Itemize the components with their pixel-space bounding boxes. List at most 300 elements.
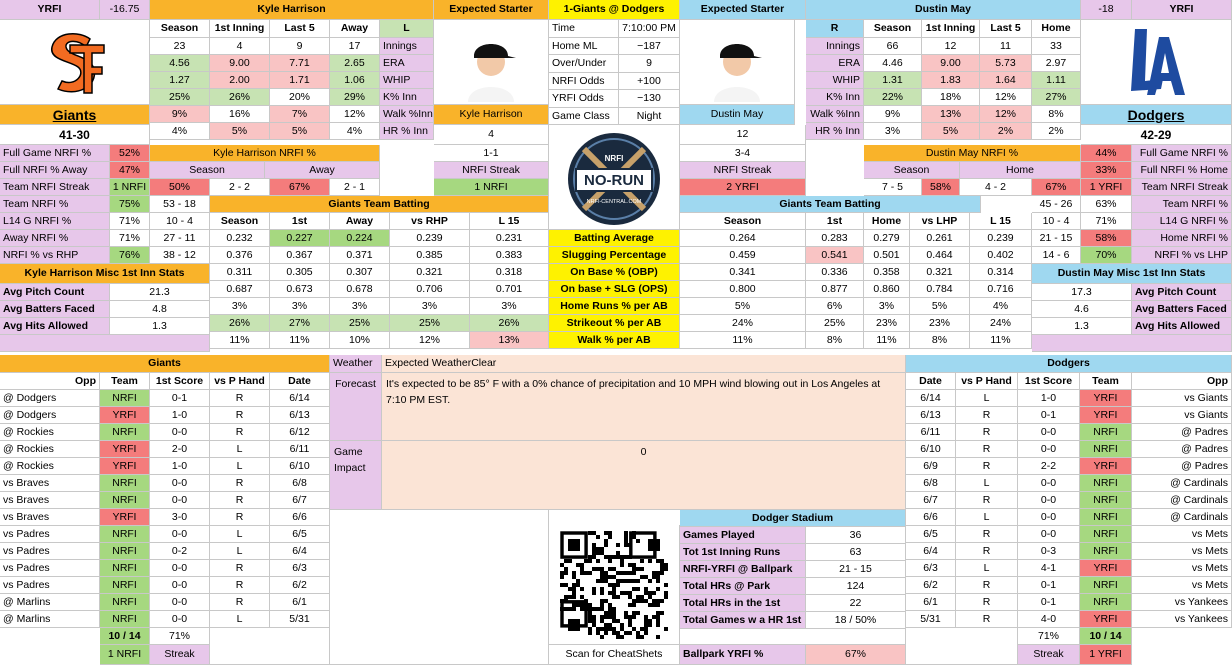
sf-game-result: NRFI — [100, 543, 150, 560]
sf-team-stat-label: Team NRFI Streak — [0, 179, 110, 196]
batting-row-label: On base + SLG (OPS) — [549, 281, 680, 298]
sf-game-cell: 0-0 — [150, 594, 210, 611]
sf-game-cell: 6/6 — [270, 509, 330, 526]
la-game-cell: 6/14 — [906, 390, 956, 407]
sf-game-cell: L — [210, 543, 270, 560]
la-pitch-cell: 5% — [922, 123, 980, 140]
sf-games-header: vs P Hand — [210, 373, 270, 390]
sf-game-cell: 6/3 — [270, 560, 330, 577]
la-batting-cell: 0.261 — [910, 230, 970, 247]
sf-game-cell: 2-0 — [150, 441, 210, 458]
sf-game-cell: @ Dodgers — [0, 390, 100, 407]
stadium-value: 36 — [806, 527, 906, 544]
sf-batting-cell: 0.239 — [390, 230, 470, 247]
sf-batting-cell: 25% — [390, 315, 470, 332]
la-batting-cell: 23% — [864, 315, 910, 332]
sf-game-cell: vs Padres — [0, 526, 100, 543]
sf-game-cell: vs Padres — [0, 543, 100, 560]
sf-pitch-header: Season — [150, 20, 210, 38]
la-record: 42-29 — [1081, 125, 1232, 145]
la-misc-value: 1.3 — [1032, 318, 1132, 335]
la-pitch-row-label: WHIP — [806, 72, 864, 89]
sf-pitch-row-label: Innings — [380, 38, 434, 55]
sf-misc-label: Avg Pitch Count — [0, 284, 110, 301]
sf-team-name: Giants — [0, 105, 150, 125]
la-game-cell: 6/3 — [906, 560, 956, 577]
sf-batting-cell: 0.385 — [390, 247, 470, 264]
qr-code-area — [549, 525, 680, 645]
sf-game-cell: 3-0 — [150, 509, 210, 526]
la-batting-cell: 4% — [970, 298, 1032, 315]
la-game-cell: @ Cardinals — [1132, 509, 1232, 526]
sf-misc-value: 21.3 — [110, 284, 210, 301]
la-batting-cell: 0.341 — [680, 264, 806, 281]
la-batting-cell: 0.358 — [864, 264, 910, 281]
la-pitch-cell: 12% — [980, 89, 1032, 106]
qr-code — [560, 531, 668, 639]
la-game-result: NRFI — [1080, 492, 1132, 509]
sf-team-stat-label: Away NRFI % — [0, 230, 110, 247]
la-pitcher-photo-svg — [702, 22, 772, 102]
sf-batting-cell: 0.231 — [470, 230, 549, 247]
la-game-cell: @ Padres — [1132, 441, 1232, 458]
la-games-total-rec: 10 / 14 — [1080, 628, 1132, 645]
la-pitch-cell: 9.00 — [922, 55, 980, 72]
sf-nrfi-season-rec: 2 - 2 — [210, 179, 270, 196]
sf-pitcher-photo — [434, 20, 549, 105]
matchup-label: YRFI Odds — [549, 90, 619, 108]
impact-value: 0 — [382, 441, 906, 510]
sf-game-cell: 1-0 — [150, 407, 210, 424]
sf-pitch-row-label: ERA — [380, 55, 434, 72]
la-pitch-cell: 4.46 — [864, 55, 922, 72]
sf-nrfi-away-label: Away — [265, 162, 380, 179]
la-pitch-cell: 9% — [864, 106, 922, 123]
la-pitch-header: Season — [864, 20, 922, 38]
sf-game-cell: L — [210, 611, 270, 628]
la-games-header: Opp — [1132, 373, 1232, 390]
sf-game-cell: 0-0 — [150, 492, 210, 509]
sf-pitch-row-label: WHIP — [380, 72, 434, 89]
sf-pitch-cell: 16% — [210, 106, 270, 123]
la-batting-cell: 5% — [910, 298, 970, 315]
la-game-cell: R — [956, 543, 1018, 560]
sf-pitcher-name: Kyle Harrison — [150, 0, 434, 20]
forecast-label: Forecast — [330, 373, 382, 441]
sf-game-result: NRFI — [100, 390, 150, 407]
la-expected-starter: Expected Starter — [680, 0, 806, 20]
la-pitch-cell: 11 — [980, 38, 1032, 55]
sf-misc-label: Avg Hits Allowed — [0, 318, 110, 335]
la-streak-label: NRFI Streak — [680, 162, 806, 179]
svg-text:NO-RUN: NO-RUN — [584, 171, 644, 189]
batting-row-label: Home Runs % per AB — [549, 298, 680, 315]
la-game-result: YRFI — [1080, 407, 1132, 424]
la-game-result: NRFI — [1080, 543, 1132, 560]
la-pitch-cell: 18% — [922, 89, 980, 106]
sf-game-cell: L — [210, 458, 270, 475]
sf-nrfi-away-rec: 2 - 1 — [330, 179, 380, 196]
la-batting-cell: 11% — [680, 332, 806, 349]
sf-team-stat-pct: 75% — [110, 196, 150, 213]
sf-pitch-cell: 12% — [330, 106, 380, 123]
la-batting-header: Season — [680, 213, 806, 230]
la-pitch-cell: 2% — [980, 123, 1032, 140]
la-game-cell: 6/4 — [906, 543, 956, 560]
sf-game-cell: @ Marlins — [0, 594, 100, 611]
la-game-cell: R — [956, 492, 1018, 509]
sf-batting-cell: 0.305 — [270, 264, 330, 281]
la-game-cell: vs Giants — [1132, 407, 1232, 424]
la-batting-cell: 0.279 — [864, 230, 910, 247]
sf-pitch-cell: 20% — [270, 89, 330, 106]
sf-game-cell: 0-0 — [150, 424, 210, 441]
la-team-stat-rec: 10 - 4 — [1032, 213, 1081, 230]
sf-pitch-cell: 5% — [270, 123, 330, 140]
sf-game-cell: 6/4 — [270, 543, 330, 560]
la-batting-cell: 0.800 — [680, 281, 806, 298]
scan-caption: Scan for CheatShets — [549, 645, 680, 665]
mid-blank-left — [330, 510, 549, 665]
sf-pitch-header: 1st Inning — [210, 20, 270, 38]
la-games-streak-label: Streak — [1018, 645, 1080, 665]
la-game-result: NRFI — [1080, 509, 1132, 526]
sf-pitch-cell: 4.56 — [150, 55, 210, 72]
la-batting-cell: 0.264 — [680, 230, 806, 247]
sf-game-result: NRFI — [100, 492, 150, 509]
sf-game-cell: 0-0 — [150, 560, 210, 577]
la-game-cell: vs Mets — [1132, 560, 1232, 577]
batting-row-label: Batting Average — [549, 230, 680, 247]
la-team-stat-pct: 71% — [1081, 213, 1132, 230]
la-game-cell: @ Cardinals — [1132, 492, 1232, 509]
la-pitch-cell: 8% — [1032, 106, 1081, 123]
sf-pitch-cell: 7% — [270, 106, 330, 123]
impact-label: Game Impact — [330, 441, 382, 510]
la-pitch-row-label: Walk %Inn — [806, 106, 864, 123]
sf-game-cell: 6/11 — [270, 441, 330, 458]
sf-misc-value: 4.8 — [110, 301, 210, 318]
la-nrfi-home-label: Home — [960, 162, 1081, 179]
giants-logo-area — [0, 20, 150, 105]
sf-game-cell: 0-1 — [150, 390, 210, 407]
sf-batting-cell: 0.232 — [210, 230, 270, 247]
sf-game-cell: 6/8 — [270, 475, 330, 492]
stadium-label: NRFI-YRFI @ Ballpark — [680, 561, 806, 578]
la-hr-count: 12 — [680, 125, 806, 145]
sf-hr-count: 4 — [434, 125, 549, 145]
ballpark-yrfi-value: 67% — [806, 645, 906, 665]
dodgers-logo — [1121, 25, 1191, 100]
la-misc-spacer — [1032, 335, 1232, 352]
sf-game-cell: vs Padres — [0, 560, 100, 577]
la-team-stat-label: L14 G NRFI % — [1132, 213, 1232, 230]
la-misc-label: Avg Pitch Count — [1132, 284, 1232, 301]
la-nrfi-title: Dustin May NRFI % — [864, 145, 1081, 162]
stadium-value: 21 - 15 — [806, 561, 906, 578]
sf-pitch-header: Away — [330, 20, 380, 38]
la-game-cell: 2-2 — [1018, 458, 1080, 475]
sf-batting-cell: 26% — [470, 315, 549, 332]
la-team-stat-pct: 70% — [1081, 247, 1132, 264]
dodgers-logo-area — [1081, 20, 1232, 105]
la-team-stat-pct: 44% — [1081, 145, 1132, 162]
la-game-cell: 6/13 — [906, 407, 956, 424]
sf-yrfi-value: -16.75 — [100, 0, 150, 20]
matchup-value: −187 — [619, 38, 680, 56]
matchup-value: 9 — [619, 55, 680, 73]
sf-team-stat-label: NRFI % vs RHP — [0, 247, 110, 264]
stadium-label: Total Games w a HR 1st — [680, 612, 806, 629]
la-team-stat-label: Team NRFI % — [1132, 196, 1232, 213]
la-yrfi-label: YRFI — [1132, 0, 1232, 20]
sf-nrfi-season-pct: 50% — [150, 179, 210, 196]
matchup-value: −130 — [619, 90, 680, 108]
la-batting-cell: 0.314 — [970, 264, 1032, 281]
sf-game-cell: 6/14 — [270, 390, 330, 407]
sf-game-cell: vs Braves — [0, 475, 100, 492]
sf-game-cell: vs Braves — [0, 509, 100, 526]
sf-batting-cell: 27% — [270, 315, 330, 332]
sf-batting-cell: 0.673 — [270, 281, 330, 298]
la-batting-cell: 6% — [806, 298, 864, 315]
sf-pitch-cell: 23 — [150, 38, 210, 55]
la-game-cell: L — [956, 390, 1018, 407]
la-game-cell: R — [956, 611, 1018, 628]
la-team-stat-pct: 63% — [1081, 196, 1132, 213]
sf-game-result: NRFI — [100, 526, 150, 543]
la-misc-label: Avg Batters Faced — [1132, 301, 1232, 318]
la-game-cell: vs Giants — [1132, 390, 1232, 407]
sf-pitch-cell: 4% — [150, 123, 210, 140]
la-game-cell: 6/8 — [906, 475, 956, 492]
sf-batting-cell: 3% — [390, 298, 470, 315]
la-game-cell: L — [956, 475, 1018, 492]
la-games-header: 1st Score — [1018, 373, 1080, 390]
sf-pitcher-photo-svg — [456, 22, 526, 102]
sf-footer-filler — [210, 628, 330, 665]
sf-batting-cell: 13% — [470, 332, 549, 349]
sf-games-header: 1st Score — [150, 373, 210, 390]
sf-games-header: Opp — [0, 373, 100, 390]
sf-game-cell: R — [210, 492, 270, 509]
la-batting-cell: 3% — [864, 298, 910, 315]
la-game-cell: 4-0 — [1018, 611, 1080, 628]
la-games-streak-value: 1 YRFI — [1080, 645, 1132, 665]
stadium-value: 124 — [806, 578, 906, 595]
svg-text:NRFI: NRFI — [604, 153, 624, 163]
sf-game-cell: R — [210, 475, 270, 492]
la-game-result: NRFI — [1080, 577, 1132, 594]
la-game-result: YRFI — [1080, 390, 1132, 407]
sf-pitcher-photo-caption: Kyle Harrison — [434, 105, 549, 125]
sf-batting-cell: 3% — [210, 298, 270, 315]
sf-game-result: NRFI — [100, 577, 150, 594]
la-game-cell: 0-0 — [1018, 509, 1080, 526]
sf-game-cell: R — [210, 390, 270, 407]
matchup-label: Home ML — [549, 38, 619, 56]
sf-batting-cell: 3% — [270, 298, 330, 315]
la-batting-cell: 0.860 — [864, 281, 910, 298]
sf-batting-header: Season — [210, 213, 270, 230]
la-game-cell: 0-1 — [1018, 577, 1080, 594]
la-pitch-cell: 12 — [922, 38, 980, 55]
sf-pitch-cell: 1.71 — [270, 72, 330, 89]
la-pitch-cell: 1.31 — [864, 72, 922, 89]
stadium-label: Total HRs @ Park — [680, 578, 806, 595]
stadium-spacer — [680, 629, 906, 645]
sf-games-total-rec: 10 / 14 — [100, 628, 150, 645]
la-pitcher-name: Dustin May — [806, 0, 1081, 20]
la-game-cell: R — [956, 458, 1018, 475]
sf-pitch-row-label: K% Inn — [380, 89, 434, 106]
la-team-name: Dodgers — [1081, 105, 1232, 125]
la-game-cell: vs Mets — [1132, 577, 1232, 594]
sf-batting-cell: 11% — [270, 332, 330, 349]
sf-batting-cell: 10% — [330, 332, 390, 349]
la-pitch-cell: 1.11 — [1032, 72, 1081, 89]
la-game-cell: L — [956, 560, 1018, 577]
la-game-cell: R — [956, 577, 1018, 594]
sf-games-streak-label: Streak — [150, 645, 210, 665]
la-games-header: Team — [1080, 373, 1132, 390]
la-game-cell: 6/11 — [906, 424, 956, 441]
sf-pitch-header: Last 5 — [270, 20, 330, 38]
la-game-cell: vs Yankees — [1132, 611, 1232, 628]
sf-yrfi-label: YRFI — [0, 0, 100, 20]
la-pitch-cell: 3% — [864, 123, 922, 140]
la-pitch-cell: 1.64 — [980, 72, 1032, 89]
stadium-label: Games Played — [680, 527, 806, 544]
sf-batting-cell: 3% — [470, 298, 549, 315]
la-pitch-cell: 27% — [1032, 89, 1081, 106]
la-game-cell: 0-0 — [1018, 526, 1080, 543]
sf-batting-cell: 0.224 — [330, 230, 390, 247]
la-pitch-cell: 12% — [980, 106, 1032, 123]
stadium-value: 18 / 50% — [806, 612, 906, 629]
sf-batting-cell: 25% — [330, 315, 390, 332]
sf-batting-cell: 0.367 — [270, 247, 330, 264]
sf-pitch-cell: 17 — [330, 38, 380, 55]
la-misc-value: 17.3 — [1032, 284, 1132, 301]
sf-games-streak-value: 1 NRFI — [100, 645, 150, 665]
matchup-value: Night — [619, 108, 680, 126]
la-batting-cell: 0.877 — [806, 281, 864, 298]
sf-team-stat-pct: 76% — [110, 247, 150, 264]
sf-game-cell: 6/10 — [270, 458, 330, 475]
ballpark-yrfi-label: Ballpark YRFI % — [680, 645, 806, 665]
la-batting-title: Giants Team Batting — [680, 196, 981, 213]
sf-team-stat-rec: 10 - 4 — [150, 213, 210, 230]
sf-game-cell: 6/7 — [270, 492, 330, 509]
sf-batting-cell: 0.383 — [470, 247, 549, 264]
sf-pitch-cell: 2.65 — [330, 55, 380, 72]
la-batting-cell: 5% — [680, 298, 806, 315]
la-game-cell: 6/5 — [906, 526, 956, 543]
la-game-cell: R — [956, 424, 1018, 441]
la-nrfi-season-label: Season — [864, 162, 960, 179]
sf-games-title: Giants — [0, 355, 330, 373]
matchup-value: 7:10:00 PM — [619, 20, 680, 38]
sf-batting-header: vs RHP — [390, 213, 470, 230]
la-game-cell: 0-0 — [1018, 475, 1080, 492]
la-game-cell: 5/31 — [906, 611, 956, 628]
la-batting-cell: 8% — [910, 332, 970, 349]
la-batting-cell: 11% — [970, 332, 1032, 349]
matchup-value: +100 — [619, 73, 680, 91]
sf-batting-cell: 0.706 — [390, 281, 470, 298]
sf-team-stat-label: Full NRFI % Away — [0, 162, 110, 179]
sf-batting-cell: 3% — [330, 298, 390, 315]
la-pitch-row-label: HR % Inn — [806, 123, 864, 140]
la-pitch-cell: 22% — [864, 89, 922, 106]
sf-game-cell: 0-0 — [150, 611, 210, 628]
sf-games-header: Team — [100, 373, 150, 390]
la-game-cell: R — [956, 441, 1018, 458]
sf-team-stat-pct: 1 NRFI — [110, 179, 150, 196]
la-batting-cell: 0.784 — [910, 281, 970, 298]
sf-batting-header: L 15 — [470, 213, 549, 230]
sf-batting-cell: 0.376 — [210, 247, 270, 264]
la-pitch-cell: 1.83 — [922, 72, 980, 89]
la-game-cell: 6/10 — [906, 441, 956, 458]
sf-game-cell: R — [210, 509, 270, 526]
la-batting-cell: 0.716 — [970, 281, 1032, 298]
la-game-cell: @ Padres — [1132, 424, 1232, 441]
la-pitch-row-label: K% Inn — [806, 89, 864, 106]
batting-label-spacer — [549, 213, 680, 230]
la-batting-header: L 15 — [970, 213, 1032, 230]
sf-game-cell: vs Padres — [0, 577, 100, 594]
la-games-title: Dodgers — [906, 355, 1232, 373]
svg-text:NRFI-CENTRAL.COM: NRFI-CENTRAL.COM — [586, 198, 642, 205]
sf-expected-starter: Expected Starter — [434, 0, 549, 20]
la-misc-title: Dustin May Misc 1st Inn Stats — [1032, 264, 1232, 284]
la-pitch-cell: 2.97 — [1032, 55, 1081, 72]
matchup-label: Over/Under — [549, 55, 619, 73]
sf-misc-label: Avg Batters Faced — [0, 301, 110, 318]
sf-batting-cell: 0.701 — [470, 281, 549, 298]
la-team-stat-rec: 45 - 26 — [1032, 196, 1081, 213]
la-batting-cell: 0.402 — [970, 247, 1032, 264]
sf-hand: L — [380, 20, 434, 38]
la-nrfi-season-rec: 7 - 5 — [864, 179, 922, 196]
la-nrfi-mid-rec: 3-4 — [680, 145, 806, 162]
sf-batting-header: Away — [330, 213, 390, 230]
la-game-result: NRFI — [1080, 594, 1132, 611]
la-pitch-cell: 66 — [864, 38, 922, 55]
sf-game-cell: @ Rockies — [0, 458, 100, 475]
batting-row-label: Walk % per AB — [549, 332, 680, 349]
sf-batting-cell: 12% — [390, 332, 470, 349]
sf-game-cell: 0-0 — [150, 577, 210, 594]
sf-game-cell: 6/2 — [270, 577, 330, 594]
sf-pitch-cell: 9.00 — [210, 55, 270, 72]
sf-batting-cell: 0.307 — [330, 264, 390, 281]
la-game-cell: @ Cardinals — [1132, 475, 1232, 492]
la-yrfi-value: -18 — [1081, 0, 1132, 20]
la-team-stat-pct: 33% — [1081, 162, 1132, 179]
la-batting-cell: 24% — [970, 315, 1032, 332]
la-game-cell: 0-0 — [1018, 492, 1080, 509]
la-batting-header: vs LHP — [910, 213, 970, 230]
la-team-stat-label: Home NRFI % — [1132, 230, 1232, 247]
matchup-title: 1-Giants @ Dodgers — [549, 0, 680, 20]
sf-streak-value: 1 NRFI — [434, 179, 549, 196]
la-game-cell: 6/6 — [906, 509, 956, 526]
la-pitcher-photo — [680, 20, 795, 105]
sf-misc-spacer — [0, 335, 210, 352]
